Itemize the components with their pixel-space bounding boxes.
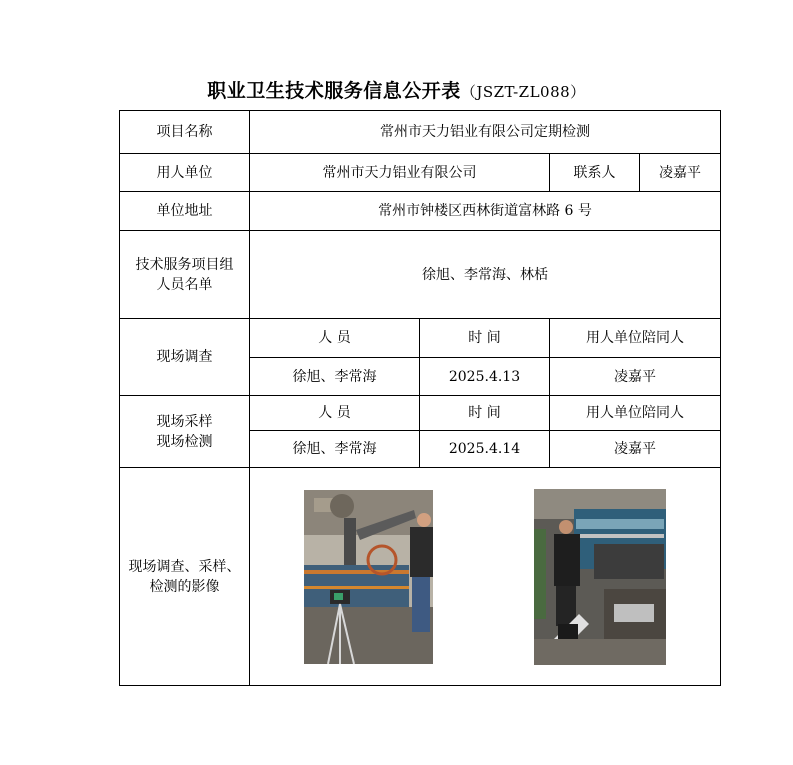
images-label — [120, 468, 250, 686]
title-text: 职业卫生技术服务信息公开表 — [207, 80, 461, 102]
project-name-value: 常州市天力铝业有限公司定期检测 — [250, 111, 721, 154]
site-photo-sampling — [534, 489, 666, 665]
images-label-line2: 检测的影像 — [149, 578, 220, 595]
team-label-line2: 人员名单 — [156, 276, 213, 293]
sampling-person: 徐旭、李常海 — [250, 431, 420, 468]
address-label: 单位地址 — [120, 192, 250, 231]
row-sampling-header — [120, 396, 721, 431]
sampling-label-line1: 现场采样 — [156, 413, 213, 430]
survey-person: 徐旭、李常海 — [250, 358, 420, 396]
sampling-header-companion: 用人单位陪同人 — [550, 396, 721, 431]
row-survey-header — [120, 319, 721, 358]
contact-value: 凌嘉平 — [640, 154, 721, 192]
team-label — [120, 231, 250, 319]
team-value: 徐旭、李常海、林栝 — [250, 231, 721, 319]
survey-header-time: 时 间 — [420, 319, 550, 358]
project-name-label: 项目名称 — [120, 111, 250, 154]
images-cell — [250, 468, 721, 686]
sampling-header-person: 人 员 — [250, 396, 420, 431]
sampling-header-time: 时 间 — [420, 396, 550, 431]
survey-header-person: 人 员 — [250, 319, 420, 358]
sampling-companion: 凌嘉平 — [550, 431, 721, 468]
row-address — [120, 192, 721, 231]
site-photo-survey — [304, 490, 433, 664]
row-images — [120, 468, 721, 686]
row-employer — [120, 154, 721, 192]
survey-header-companion: 用人单位陪同人 — [550, 319, 721, 358]
employer-label: 用人单位 — [120, 154, 250, 192]
team-label-line1: 技术服务项目组 — [135, 256, 234, 273]
row-project-name — [120, 111, 721, 154]
disclosure-table — [119, 110, 721, 686]
employer-value: 常州市天力铝业有限公司 — [250, 154, 550, 192]
sampling-time: 2025.4.14 — [420, 431, 550, 468]
row-team — [120, 231, 721, 319]
survey-label: 现场调查 — [120, 319, 250, 396]
survey-companion: 凌嘉平 — [550, 358, 721, 396]
photo-gallery — [254, 489, 716, 665]
form-code: （JSZT-ZL088） — [460, 83, 586, 101]
survey-time: 2025.4.13 — [420, 358, 550, 396]
contact-label: 联系人 — [550, 154, 640, 192]
address-value: 常州市钟楼区西林街道富林路 6 号 — [250, 192, 721, 231]
images-label-line1: 现场调查、采样、 — [128, 558, 241, 575]
sampling-label-line2: 现场检测 — [156, 433, 213, 450]
sampling-label — [120, 396, 250, 468]
page-title — [0, 76, 793, 103]
